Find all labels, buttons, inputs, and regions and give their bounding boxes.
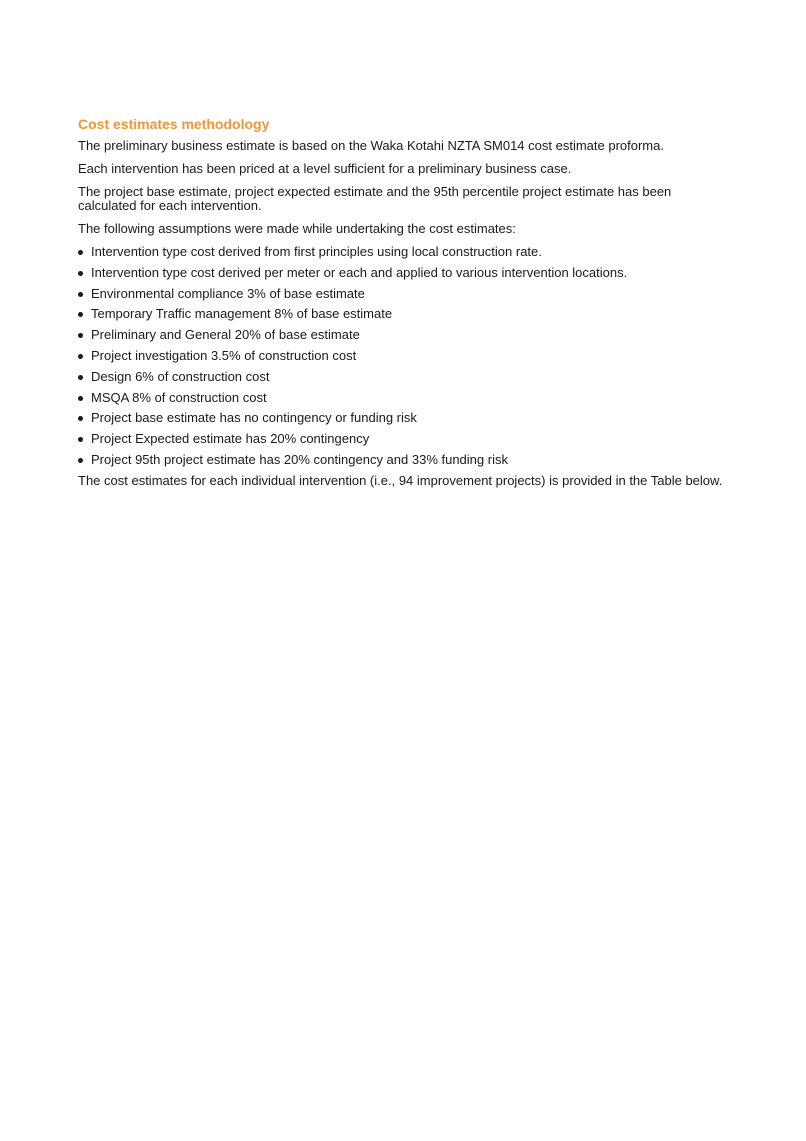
list-item-text: Temporary Traffic management 8% of base estimate xyxy=(91,306,393,322)
bullet-icon xyxy=(78,292,83,297)
list-item xyxy=(78,391,728,405)
paragraph-intro: The preliminary business estimate is based on the Waka Kotahi NZTA SM014 cost estimate proforma. xyxy=(78,138,664,153)
list-item-text: Intervention type cost derived from first principles using local construction rate. xyxy=(91,244,542,259)
list-item xyxy=(78,266,728,280)
assumptions-list xyxy=(78,245,728,467)
bullet-icon xyxy=(78,354,83,359)
list-item-text: MSQA 8% of construction cost xyxy=(91,389,267,405)
bullet-icon xyxy=(78,250,83,255)
list-item xyxy=(78,370,728,384)
list-item xyxy=(78,349,728,363)
list-item-text: Project base estimate has no contingency or funding risk xyxy=(91,410,417,426)
bullet-icon xyxy=(78,458,83,463)
list-item-text: Intervention type cost derived per meter or each and applied to various intervention locations. xyxy=(91,264,628,280)
section-heading: Cost estimates methodology xyxy=(78,116,270,132)
list-item-text: Environmental compliance 3% of base estimate xyxy=(91,285,365,301)
list-item xyxy=(78,432,728,446)
list-item-text: Project Expected estimate has 20% contingency xyxy=(91,431,370,447)
list-item xyxy=(78,287,728,301)
bullet-icon xyxy=(78,375,83,380)
list-item xyxy=(78,411,728,425)
paragraph-assumptions-intro: The following assumptions were made while undertaking the cost estimates: xyxy=(78,221,516,236)
paragraph-pricing-level: Each intervention has been priced at a level sufficient for a preliminary business case. xyxy=(78,161,572,176)
list-item-text: Project investigation 3.5% of construction cost xyxy=(91,347,357,363)
paragraph-estimates-calculated: The project base estimate, project expected estimate and the 95th percentile project estimate has been calculated for each intervention. xyxy=(78,184,672,213)
bullet-icon xyxy=(78,312,83,317)
bullet-icon xyxy=(78,437,83,442)
bullet-icon xyxy=(78,396,83,401)
paragraph-closing: The cost estimates for each individual intervention (i.e., 94 improvement projects) is provided in the Table below. xyxy=(78,472,723,488)
bullet-icon xyxy=(78,416,83,421)
bullet-icon xyxy=(78,271,83,276)
document-page xyxy=(78,115,728,488)
list-item xyxy=(78,245,728,259)
list-item-text: Design 6% of construction cost xyxy=(91,368,270,384)
list-item xyxy=(78,453,728,467)
list-item-text: Project 95th project estimate has 20% contingency and 33% funding risk xyxy=(91,451,508,467)
bullet-icon xyxy=(78,333,83,338)
list-item-text: Preliminary and General 20% of base estimate xyxy=(91,327,360,343)
list-item xyxy=(78,328,728,342)
list-item xyxy=(78,307,728,321)
